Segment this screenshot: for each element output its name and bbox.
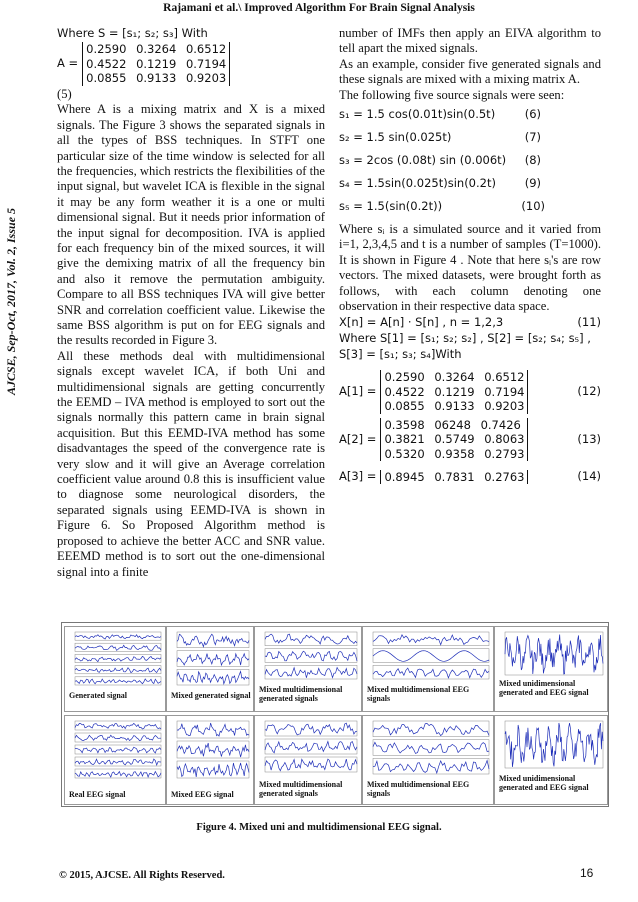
- paragraph: Where A is a mixing matrix and X is a mixed signals. The Figure 3 shows the separated signals in all the types of BSS techniques. In STFT one particular size of the time window is selected for all the frequencies, which restricts the flexibilities of the input signal, but wavelet ICA is flexible in the signal it may be any form weather it is a one or multi dimensional signal. But it needs prior information of the input signal for decomposition. IVA is applied for each frequency bin of the mixed sources, it will give the demixing matrix of all the frequency bin and also it remove the permutation ambiguity. Compare to all BSS techniques IVA will give better SNR and correlation coefficient value. Likewise the same BSS algorithm is put on for EEG signals and the results recorded in Figure 3.: [57, 102, 325, 348]
- signal-trace: [75, 747, 161, 753]
- signal-trace: [177, 743, 249, 757]
- signal-trace: [373, 635, 489, 645]
- equation-6: [339, 103, 601, 126]
- signal-trace: [177, 654, 249, 666]
- plot-axes-frame: [177, 651, 249, 667]
- equation-expr: s₅ = 1.5(sin(0.2t)): [339, 198, 443, 213]
- figure-panel: [362, 715, 494, 805]
- matrix-a2-block: [339, 418, 601, 462]
- journal-sidebar: AJCSE, Sep-Oct, 2017, Vol. 2, Issue 5: [4, 207, 18, 395]
- signal-trace: [75, 645, 161, 650]
- signal-trace: [265, 668, 357, 678]
- plot-axes-frame: [373, 632, 489, 646]
- where-s-line: Where S = [s₁; s₂; s₃] With: [57, 26, 208, 40]
- equation-number: (12): [577, 384, 601, 399]
- matrix-label: A[3] =: [339, 469, 377, 484]
- figure-panel: [362, 626, 494, 712]
- equation-expr: s₂ = 1.5 sin(0.025t): [339, 129, 452, 144]
- matrix-row: 0.2590 0.3264 0.6512: [384, 370, 525, 385]
- matrix-a: [82, 42, 230, 86]
- panel-label: Mixed unidimensional generated and EEG signal: [499, 774, 589, 792]
- signal-trace: [265, 759, 357, 771]
- paragraph: All these methods deal with multidimensional signals except wavelet ICA, if both Uni and multidimensional signals are getting concurrently the EEMD – IVA method is employed to sort out the signals normally this pattern came in brain signal acquisition. But this EEMD-IVA method has some disadvantages the speed of the convergence rate is very slow and it will give an Average correlation coefficient value around 0.8 this is insufficient value to diagnose some neurological disorders, the separated signals using EEMD-IVA is shown in Figure 6. So Proposed Algorithm method is proposed to achieve the better ACC and SNR value. EEEMD method is to sort out the one-dimensional signal into a finite: [57, 348, 325, 579]
- figure-panel: [166, 626, 254, 712]
- panel-label: Mixed multidimensional EEG signals: [367, 685, 470, 703]
- matrix-label: A[2] =: [339, 431, 377, 446]
- matrix-row: 0.4522 0.1219 0.7194: [86, 56, 227, 71]
- equation-number: (6): [524, 106, 541, 121]
- equation-7: [339, 126, 601, 149]
- where-s3: S[3] = [s₁; s₃; s₄]With: [339, 346, 462, 361]
- matrix-a1: [380, 370, 528, 414]
- matrix-row: 0.5320 0.9358 0.2793: [384, 446, 525, 461]
- panel-label: Mixed multidimensional generated signals: [259, 685, 343, 703]
- signal-trace: [177, 763, 249, 777]
- signal-trace: [177, 671, 249, 683]
- plot-axes-frame: [75, 643, 161, 651]
- plot-axes-frame: [373, 740, 489, 756]
- signal-trace: [373, 668, 489, 678]
- equation-number: (10): [521, 198, 545, 213]
- matrix-a2: [380, 418, 528, 462]
- signal-trace: [75, 668, 161, 673]
- signal-trace: [75, 723, 161, 729]
- signal-trace: [177, 723, 249, 736]
- equation-9: [339, 172, 601, 195]
- plot-axes-frame: [177, 721, 249, 738]
- matrix-a3-block: [339, 469, 601, 484]
- equation-expr: s₁ = 1.5 cos(0.01t)sin(0.5t): [339, 106, 496, 121]
- equation-expr: s₃ = 2cos (0.08t) sin (0.006t): [339, 152, 507, 167]
- signal-trace: [75, 759, 161, 765]
- signal-trace: [505, 723, 603, 767]
- equation-number: (13): [577, 431, 601, 446]
- signal-trace: [373, 724, 489, 736]
- left-column: [57, 26, 325, 580]
- matrix-row: 0.4522 0.1219 0.7194: [384, 384, 525, 399]
- panel-label: Mixed multidimensional EEG signals: [367, 780, 470, 798]
- paragraph: As an example, consider five generated signals and these signals are mixed with a mixing matrix A.: [339, 56, 601, 87]
- figure-panel: [494, 715, 608, 805]
- paragraph: number of IMFs then apply an EIVA algorithm to tell apart the mixed signals.: [339, 26, 601, 56]
- matrix-a1-block: [339, 370, 601, 414]
- signal-trace: [177, 634, 249, 647]
- where-s-groups: Where S[1] = [s₁; s₂; s₂] , S[2] = [s₂; s₄; s₅] ,: [339, 331, 591, 346]
- matrix-row: 0.0855 0.9133 0.9203: [86, 71, 227, 86]
- copyright: © 2015, AJCSE. All Rights Reserved.: [59, 870, 225, 881]
- matrix-row: 0.0855 0.9133 0.9203: [384, 399, 525, 414]
- plot-axes-frame: [75, 677, 161, 685]
- signal-trace: [265, 742, 357, 753]
- figure-panel: [64, 715, 166, 805]
- paragraph: The following five source signals were seen:: [339, 87, 565, 102]
- signal-trace: [505, 635, 603, 675]
- signal-trace: [75, 772, 161, 778]
- signal-trace: [75, 635, 161, 639]
- page-number: 16: [580, 866, 594, 880]
- figure-panel: [166, 715, 254, 805]
- figure-panel: [64, 626, 166, 712]
- figure-panel: [494, 626, 608, 712]
- running-header: Rajamani et al.\ Improved Algorithm For Brain Signal Analysis: [163, 2, 475, 14]
- plot-axes-frame: [373, 649, 489, 663]
- equation-number: (11): [577, 315, 601, 330]
- paragraph: Where sᵢ is a simulated source and it varied from i=1, 2,3,4,5 and t is a number of samples (T=1000). It is shown in Figure 4 . Note that here sᵢ's are row vectors. The mixed datasets, were brought forth as follows, with each column denoting one observation in their respective data space.: [339, 222, 601, 314]
- panel-label: Mixed generated signal: [171, 691, 251, 700]
- plot-axes-frame: [75, 666, 161, 674]
- equation-10: [339, 195, 601, 218]
- equation-expr: s₄ = 1.5sin(0.025t)sin(0.2t): [339, 175, 496, 190]
- panel-label: Real EEG signal: [69, 790, 126, 799]
- panel-label: Mixed unidimensional generated and EEG signal: [499, 679, 589, 697]
- matrix-a3: [380, 470, 528, 485]
- plot-axes-frame: [75, 757, 161, 766]
- matrix-a-block: [57, 42, 325, 86]
- equation-8: [339, 149, 601, 172]
- figure-panel: [254, 626, 362, 712]
- figure-panel: [254, 715, 362, 805]
- matrix-label: A[1] =: [339, 384, 377, 399]
- plot-axes-frame: [265, 665, 357, 679]
- equation-11: [339, 314, 601, 331]
- matrix-a-label: A =: [57, 56, 79, 71]
- equation-number: (7): [524, 129, 541, 144]
- signal-trace: [373, 742, 489, 753]
- panel-label: Mixed multidimensional generated signals: [259, 780, 343, 798]
- signal-trace: [75, 735, 161, 741]
- figure-caption: Figure 4. Mixed uni and multidimensional EEG signal.: [196, 822, 442, 833]
- signal-trace: [265, 634, 357, 644]
- signal-trace: [75, 679, 161, 684]
- equation-expr: X[n] = A[n] · S[n] , n = 1,2,3: [339, 315, 504, 330]
- figure-4: [61, 622, 609, 807]
- plot-axes-frame: [177, 632, 249, 648]
- equation-number: (14): [577, 469, 601, 484]
- signal-trace: [265, 723, 357, 735]
- matrix-row: 0.8945 0.7831 0.2763: [384, 469, 525, 484]
- eq5-number: (5): [57, 86, 72, 101]
- matrix-row: 0.2590 0.3264 0.6512: [86, 42, 227, 57]
- signal-trace: [265, 651, 357, 661]
- panel-label: Generated signal: [69, 691, 127, 700]
- equation-number: (8): [524, 152, 541, 167]
- signal-trace: [373, 761, 489, 774]
- matrix-row: 0.3821 0.5749 0.8063: [384, 432, 525, 447]
- signal-trace: [373, 651, 489, 662]
- equation-number: (9): [524, 175, 541, 190]
- panel-label: Mixed EEG signal: [171, 790, 234, 799]
- matrix-row: 0.3598 06248 0.7426: [384, 417, 521, 432]
- signal-trace: [75, 656, 161, 661]
- right-column: [339, 26, 601, 489]
